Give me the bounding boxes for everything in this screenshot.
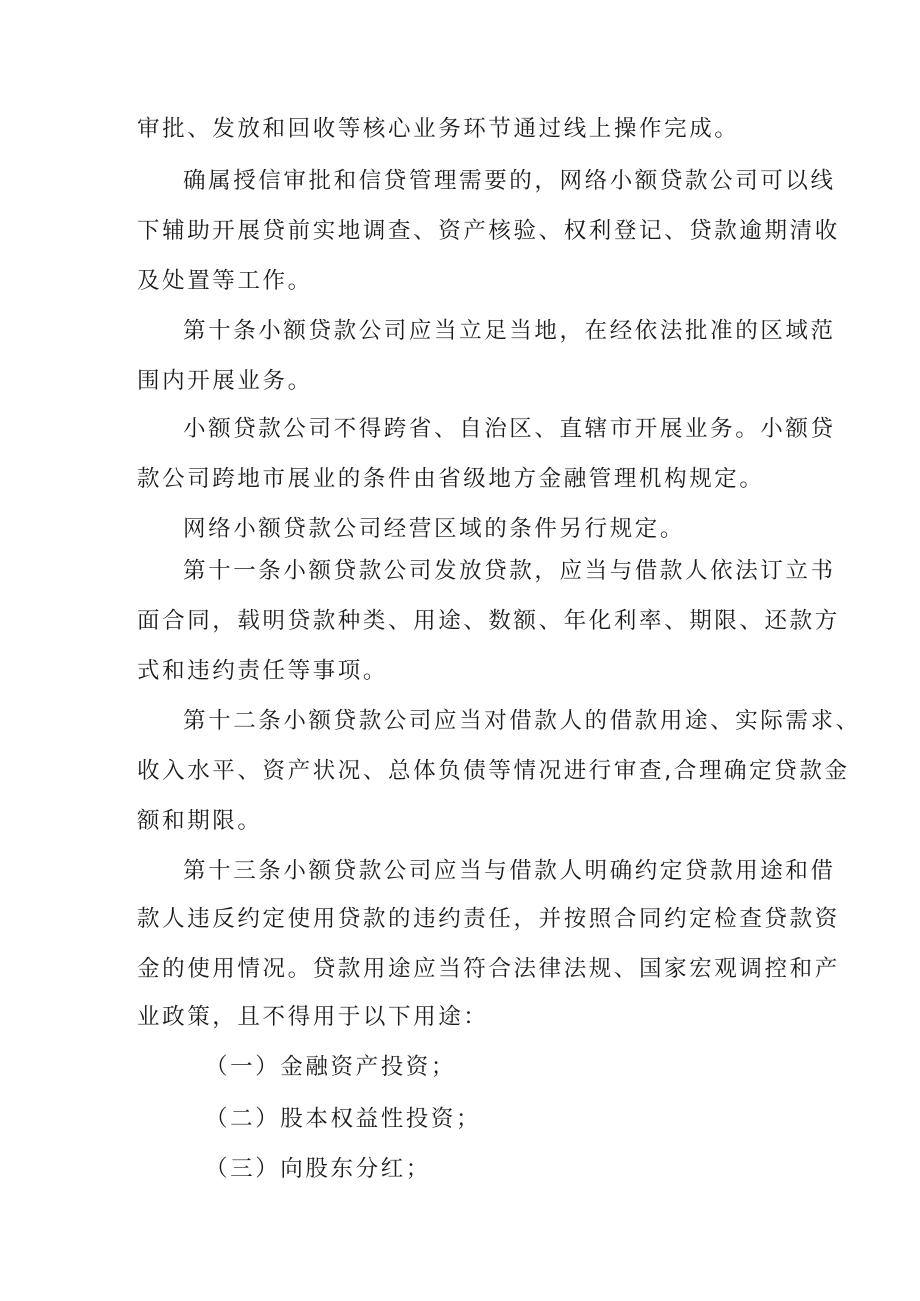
- text-line: 第十一条小额贷款公司发放贷款，应当与借款人依法订立书: [183, 558, 836, 584]
- text-line: 审批、发放和回收等核心业务环节通过线上操作完成。: [137, 116, 740, 142]
- text-line: 第十三条小额贷款公司应当与借款人明确约定贷款用途和借: [183, 858, 836, 884]
- text-line: 收入水平、资产状况、总体负债等情况进行审查,合理确定贷款金: [137, 758, 850, 784]
- text-line: 式和违约责任等事项。: [137, 658, 389, 684]
- text-line: 金的使用情况。贷款用途应当符合法律法规、国家宏观调控和产: [137, 956, 840, 982]
- text-line: 第十二条小额贷款公司应当对借款人的借款用途、实际需求、: [183, 708, 861, 734]
- text-line: 下辅助开展贷前实地调查、资产核验、权利登记、贷款逾期清收: [137, 218, 840, 244]
- text-line: 款人违反约定使用贷款的违约责任，并按照合同约定检查贷款资: [137, 906, 840, 932]
- list-item: （一）金融资产投资；: [205, 1054, 457, 1080]
- text-line: 额和期限。: [137, 808, 263, 834]
- text-line: 及处置等工作。: [137, 268, 313, 294]
- text-line: 面合同，载明贷款种类、用途、数额、年化利率、期限、还款方: [137, 608, 840, 634]
- text-line: 款公司跨地市展业的条件由省级地方金融管理机构规定。: [137, 466, 765, 492]
- text-line: 第十条小额贷款公司应当立足当地，在经依法批准的区域范: [183, 318, 836, 344]
- list-item: （二）股本权益性投资；: [205, 1106, 482, 1132]
- text-line: 小额贷款公司不得跨省、自治区、直辖市开展业务。小额贷: [183, 416, 836, 442]
- text-line: 网络小额贷款公司经营区域的条件另行规定。: [183, 516, 686, 542]
- text-line: 确属授信审批和信贷管理需要的，网络小额贷款公司可以线: [183, 168, 836, 194]
- text-line: 业政策，且不得用于以下用途：: [137, 1004, 489, 1030]
- list-item: （三）向股东分红；: [205, 1156, 431, 1182]
- text-line: 围内开展业务。: [137, 368, 313, 394]
